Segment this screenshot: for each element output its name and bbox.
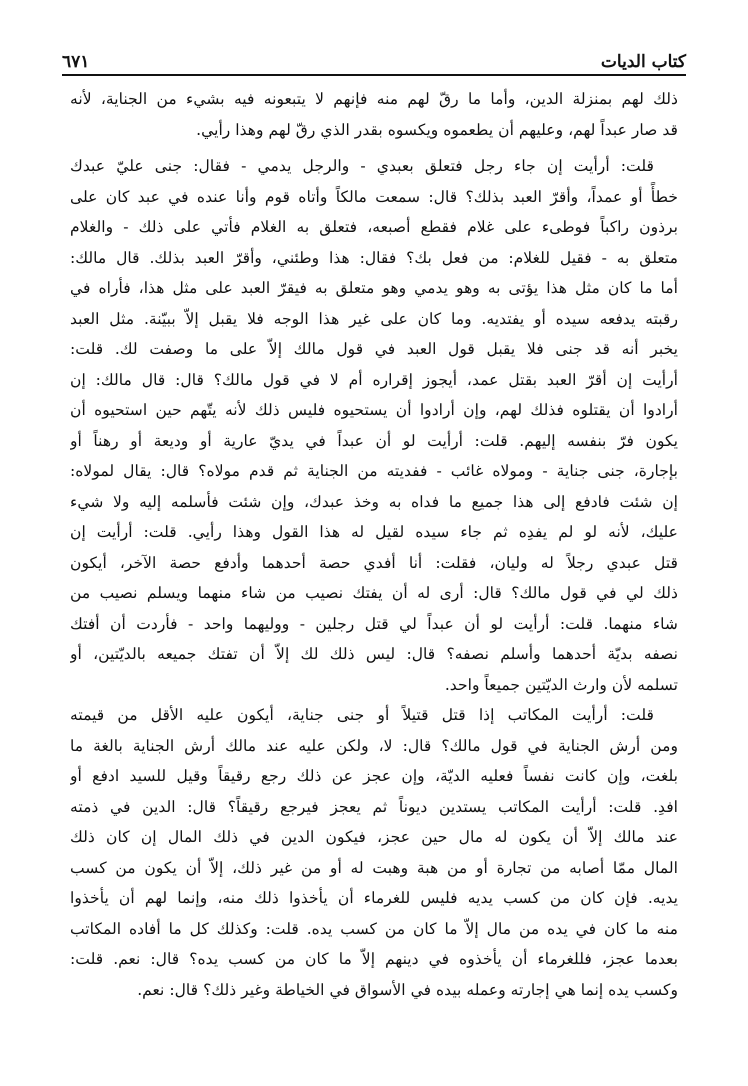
text-line: أرادوا أن يقتلوه فذلك لهم، وإن أرادوا أن يستحيوه فليس ذلك لأنه يتّهم حين استحيوه أن (70, 401, 678, 419)
text-line: عند مالك إلاّ أن يكون له مال حين عجز، فيكون الدين في ذلك المال إن كان ذلك (70, 828, 678, 846)
text-line: ذلك لهم بمنزلة الدين، وأما ما رقّ لهم منه فإنهم لا يتبعونه فيه بشيء من الجناية، لأنه (70, 90, 678, 108)
text-line: ذلك لي في قول مالك؟ قال: أرى له أن يفتك نصيب من شاء منهما ويسلم نصيب من (70, 584, 678, 602)
text-line: ومن أرش الجناية في قول مالك؟ قال: لا، ولكن عليه عند مالك أرش الجناية بالغة ما (70, 736, 678, 755)
text-line: خطأً أو عمداً، وأقرّ العبد بذلك؟ قال: سمعت مالكاً وأتاه قوم وأنا عنده في عبد كان على (70, 187, 678, 206)
text-line: إن شئت فادفع إلى هذا جميع ما فداه به وخذ عبدك، وإن شئت فأسلمه إليه ولا شيء (70, 492, 678, 511)
text-line: منه ما كان في يده من مال إلاّ ما كان من كسب يده. قلت: وكذلك كل ما أفاده المكاتب (70, 919, 678, 938)
text-line: متعلق به - فقيل للغلام: من فعل بك؟ فقال: هذا وطئني، وأقرّ العبد بذلك. قال مالك: (70, 248, 678, 267)
text-line: يخبر أنه قد جنى فلا يقبل قول العبد في قول مالك إلاّ على ما وصفت لك. قلت: (70, 340, 678, 358)
text-line: تسلمه لأن وارث الديّتين جميعاً واحد. (444, 675, 678, 694)
text-line: يكون فرّ بنفسه إليهم. قلت: أرأيت لو أن عبداً في يديّ عارية أو وديعة أو رهناً أو (70, 431, 678, 450)
book-title: كتاب الديات (600, 52, 686, 72)
text-line: قلت: أرأيت إن جاء رجل فتعلق بعبدي - والرجل يدمي - فقال: جنى عليّ عبدك (70, 157, 654, 175)
page-number: ٦٧١ (62, 52, 90, 72)
text-line: بلغت، وإن كانت نفساً فعليه الديّة، وإن عجز عن ذلك رجع رقيقاً وقيل للسيد ادفع أو (70, 767, 678, 785)
text-line: وكسب يده إنما هي إجارته وعمله بيده في الأسواق في الخياطة وغير ذلك؟ قال: نعم. (137, 980, 678, 999)
paragraph (70, 700, 678, 1005)
header-rule (62, 74, 686, 76)
text-line: رقبته يدفعه سيده أو يفتديه. وما كان على غير هذا الوجه فلا يقبل إلاّ ببيّنة. مثل العبد (70, 309, 678, 328)
text-line: نصفه بديّة أحدهما وأسلم نصفه؟ قال: ليس ذلك لك إلاّ أن تفتك جميعه بالديّتين، أو (70, 645, 678, 663)
text-line: افدِ. قلت: أرأيت المكاتب يستدين ديوناً ثم يعجز فيرجع رقيقاً؟ قال: الدين في ذمته (70, 797, 678, 816)
text-line: بإجارة، جنى جناية - ومولاه غائب - ففديته من الجناية ثم قدم مولاه؟ قال: يقال لمولاه: (70, 462, 678, 480)
text-line: المال ممّا أصابه من تجارة أو من هبة وهبت له أو من غير ذلك، إلاّ أن يكون من كسب (70, 858, 678, 877)
text-line: بعدما عجز، فللغرماء أن يأخذوه في دينهم إلاّ ما كان من كسب يده؟ قال: نعم. قلت: (70, 950, 678, 968)
text-line: أرأيت إن أقرّ العبد بقتل عمد، أيجوز إقراره أم لا في قول مالك؟ قال: قال مالك: إن (70, 370, 678, 389)
text-line: قلت: أرأيت المكاتب إذا قتل قتيلاً أو جنى جناية، أيكون عليه الأقل من قيمته (70, 706, 654, 724)
text-line: أما ما كان مثل هذا يؤتى به وهو يدمي وهو متعلق به فيقرّ العبد على مثل هذا، فأراه في (70, 279, 678, 297)
text-line: قتل عبدي رجلاً له وليان، فقلت: أنا أفدي حصة أحدهما وأدفع حصة الآخر، أيكون (70, 553, 678, 572)
text-line: قد صار عبداً لهم، وعليهم أن يطعموه ويكسوه بقدر الذي رقّ لهم وهذا رأيي. (196, 120, 678, 139)
text-line: برذون راكباً فوطىء على غلام فقطع أصبعه، فتعلق به الغلام فأتي على ذلك - والغلام (70, 218, 678, 236)
paragraph (70, 84, 678, 145)
text-line: عليك، لأنه لو لم يفدِه ثم جاء سيده لقيل له هذا القول وهذا رأيي. قلت: أرأيت إن (70, 523, 678, 541)
text-line: يديه. فإن كان من كسب يديه فليس للغرماء أن يأخذوا ذلك منه، وإنما لهم أن يأخذوا (70, 889, 678, 907)
body-text (70, 84, 678, 1005)
running-header (62, 42, 686, 72)
paragraph (70, 151, 678, 700)
text-line: شاء منهما. قلت: أرأيت لو أن عبداً لي قتل رجلين - ووليهما واحد - فأردت أن أفتك (70, 614, 678, 633)
